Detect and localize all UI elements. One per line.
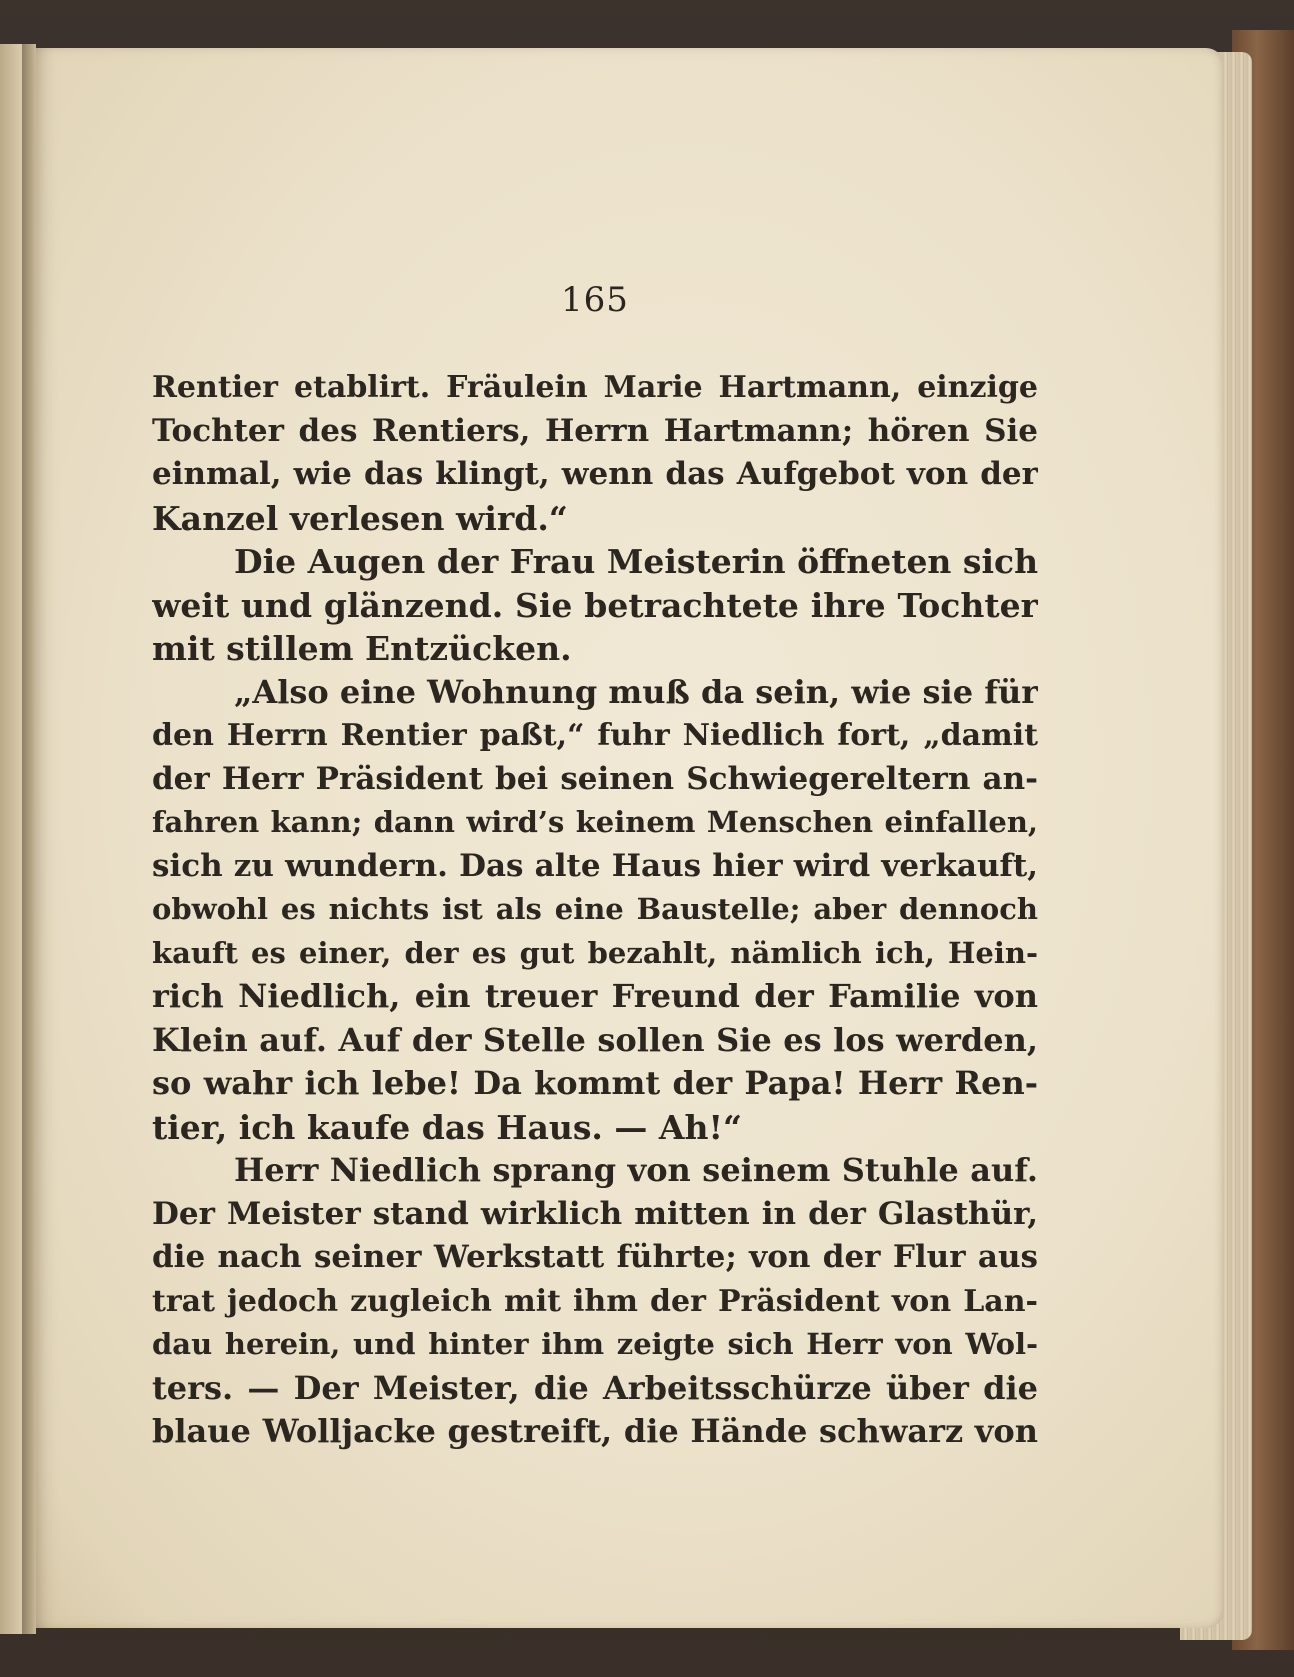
- text-line: rich Niedlich, ein treuer Freund der Familie von: [152, 977, 1038, 1015]
- text-line: weit und glänzend. Sie betrachtete ihre Tochter: [152, 585, 1038, 625]
- text-line: Die Augen der Frau Meisterin öffneten sich: [234, 542, 1038, 581]
- text-line: kauft es einer, der es gut bezahlt, nämlich ich, Hein-: [152, 935, 1038, 970]
- page-text: [152, 366, 1038, 1454]
- text-line: sich zu wundern. Das alte Haus hier wird verkauft,: [152, 847, 1038, 884]
- book-gutter: [22, 44, 36, 1634]
- text-line: Rentier etablirt. Fräulein Marie Hartmann, einzige: [152, 370, 1038, 405]
- page-number: 165: [561, 280, 629, 320]
- text-line: blaue Wolljacke gestreift, die Hände schwarz von: [152, 1412, 1038, 1450]
- text-line: „Also eine Wohnung muß da sein, wie sie für: [234, 672, 1038, 711]
- text-line: Der Meister stand wirklich mitten in der Glasthür,: [152, 1195, 1038, 1232]
- text-line: so wahr ich lebe! Da kommt der Papa! Herr Ren-: [152, 1064, 1038, 1102]
- text-line: Herr Niedlich sprang von seinem Stuhle auf.: [234, 1151, 1038, 1189]
- text-line: den Herrn Rentier paßt,“ fuhr Niedlich fort, „damit: [152, 718, 1038, 753]
- text-line: einmal, wie das klingt, wenn das Aufgebot von der: [152, 456, 1038, 492]
- text-line: Kanzel verlesen wird.“: [152, 498, 568, 538]
- text-line: obwohl es nichts ist als eine Baustelle; aber dennoch: [152, 892, 1038, 926]
- text-line: trat jedoch zugleich mit ihm der Präsident von Lan-: [152, 1283, 1038, 1319]
- text-line: fahren kann; dann wird’s keinem Menschen einfallen,: [152, 805, 1038, 839]
- text-line: die nach seiner Werkstatt führte; von der Flur aus: [152, 1239, 1038, 1275]
- text-line: ters. — Der Meister, die Arbeitsschürze über die: [152, 1368, 1038, 1407]
- text-line: mit stillem Entzücken.: [152, 629, 572, 668]
- text-line: tier, ich kaufe das Haus. — Ah!“: [152, 1107, 742, 1147]
- text-line: Klein auf. Auf der Stelle sollen Sie es los werden,: [152, 1020, 1038, 1059]
- book-page: [30, 48, 1224, 1628]
- text-line: dau herein, und hinter ihm zeigte sich Herr von Wol-: [152, 1327, 1038, 1361]
- text-line: der Herr Präsident bei seinen Schwiegereltern an-: [152, 760, 1038, 797]
- text-line: Tochter des Rentiers, Herrn Hartmann; hören Sie: [152, 412, 1038, 449]
